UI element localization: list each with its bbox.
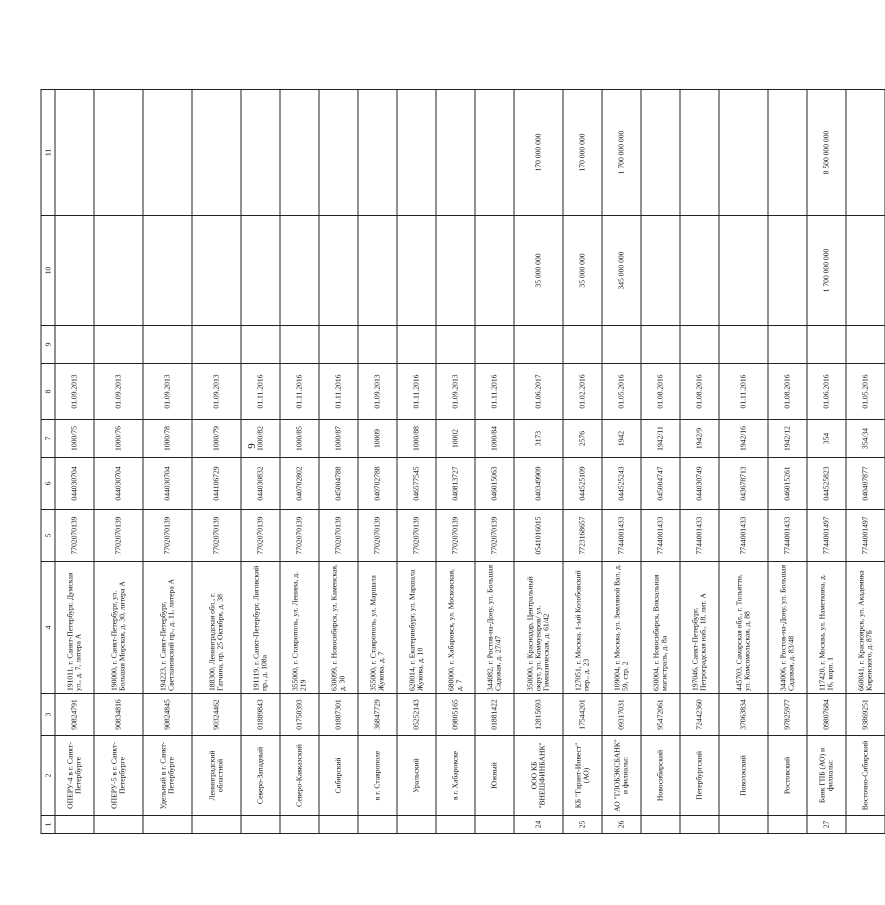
registration-number: 354 xyxy=(807,420,846,458)
row-number xyxy=(241,816,280,834)
okpo-code: 01881422 xyxy=(475,694,514,736)
col-9 xyxy=(397,326,436,364)
okpo-code: 12815693 xyxy=(514,694,563,736)
col-9 xyxy=(846,326,885,364)
bik-code: 044030704 xyxy=(94,458,143,510)
amount-11 xyxy=(319,90,358,216)
amount-11 xyxy=(397,90,436,216)
address: 344082, г. Ростов-на-Дону, ул. Большая Садовая, д. 27/47 xyxy=(475,562,514,694)
address: 117420, г. Москва, ул. Наметкина, д. 16, корп. 1 xyxy=(807,562,846,694)
bank-name: АО "ГЛОБЭКСБАНК" и филиалы: xyxy=(602,736,641,816)
date: 01.11.2016 xyxy=(719,364,768,420)
bank-name: Петербургский xyxy=(680,736,719,816)
table-row xyxy=(55,90,94,834)
col-9 xyxy=(358,326,397,364)
amount-11 xyxy=(436,90,475,216)
address: 191011, г. Санкт-Петербург, Думская ул., д. 7, литера А xyxy=(55,562,94,694)
date: 01.09.2013 xyxy=(94,364,143,420)
inn-code: 7702070139 xyxy=(241,510,280,562)
row-number xyxy=(397,816,436,834)
column-header: 7 xyxy=(41,420,55,458)
okpo-code: 90324462 xyxy=(192,694,241,736)
date: 01.11.2016 xyxy=(475,364,514,420)
page-number: 9 xyxy=(246,443,258,449)
bank-name: Южный xyxy=(475,736,514,816)
registration-number: 1942/16 xyxy=(719,420,768,458)
table-row xyxy=(94,90,143,834)
date: 01.05.2016 xyxy=(602,364,641,420)
column-header: 10 xyxy=(41,216,55,326)
bank-name: в г. Ставрополе xyxy=(358,736,397,816)
bik-code: 044525109 xyxy=(563,458,602,510)
col-9 xyxy=(807,326,846,364)
amount-10 xyxy=(319,216,358,326)
registration-number: 1000/88 xyxy=(397,420,436,458)
table-row xyxy=(514,90,563,834)
bik-code: 044525243 xyxy=(602,458,641,510)
bank-name: Поволжский xyxy=(719,736,768,816)
okpo-code: 01750393 xyxy=(280,694,319,736)
registration-number: 10009 xyxy=(358,420,397,458)
bik-code: 044525823 xyxy=(807,458,846,510)
amount-10 xyxy=(94,216,143,326)
inn-code: 7702070139 xyxy=(143,510,192,562)
bik-code: 040702788 xyxy=(358,458,397,510)
inn-code: 7744001433 xyxy=(719,510,768,562)
inn-code: 7702070139 xyxy=(397,510,436,562)
address: 194223, г. Санкт-Петербург, Светлановский пр., д. 11, литера А xyxy=(143,562,192,694)
row-number: 26 xyxy=(602,816,641,834)
date: 01.08.2016 xyxy=(768,364,807,420)
inn-code: 7702070139 xyxy=(55,510,94,562)
address: 660041, г. Красноярск, ул. Академика Киренского, д. 87Б xyxy=(846,562,885,694)
bik-code: 040349909 xyxy=(514,458,563,510)
amount-11 xyxy=(280,90,319,216)
bank-name: ООО КБ "ВНЕШФИНБАНК" xyxy=(514,736,563,816)
bank-name: Северо-Западный xyxy=(241,736,280,816)
date: 01.05.2016 xyxy=(846,364,885,420)
row-number xyxy=(55,816,94,834)
address: 445703, Самарская обл., г. Тольятти, ул. Комсомольская, д. 88 xyxy=(719,562,768,694)
inn-code: 7702070139 xyxy=(319,510,358,562)
okpo-code: 95472061 xyxy=(641,694,680,736)
inn-code: 7744001433 xyxy=(602,510,641,562)
registration-number: 1000/82 xyxy=(241,420,280,458)
registration-number: 1000/76 xyxy=(94,420,143,458)
amount-11 xyxy=(192,90,241,216)
okpo-code: 05252143 xyxy=(397,694,436,736)
amount-10 xyxy=(719,216,768,326)
registration-number: 1942/9 xyxy=(680,420,719,458)
registration-number: 1942 xyxy=(602,420,641,458)
address: 191119, г. Санкт-Петербург, Лиговский пр., д. 108а xyxy=(241,562,280,694)
inn-code: 7744001433 xyxy=(641,510,680,562)
okpo-code: 90824845 xyxy=(143,694,192,736)
inn-code: 0541016015 xyxy=(514,510,563,562)
amount-10 xyxy=(397,216,436,326)
inn-code: 7702070139 xyxy=(280,510,319,562)
amount-10 xyxy=(641,216,680,326)
bank-name: Удельный в г. Санкт-Петербурге xyxy=(143,736,192,816)
row-number xyxy=(192,816,241,834)
amount-10 xyxy=(143,216,192,326)
row-number xyxy=(680,816,719,834)
bik-code: 043678713 xyxy=(719,458,768,510)
okpo-code: 09317031 xyxy=(602,694,641,736)
bik-code: 044030832 xyxy=(241,458,280,510)
registration-number: 1000/78 xyxy=(143,420,192,458)
date: 01.09.2013 xyxy=(55,364,94,420)
column-header: 5 xyxy=(41,510,55,562)
bik-code: 045004788 xyxy=(319,458,358,510)
address: 680000, г. Хабаровск, ул. Московская, д. 7 xyxy=(436,562,475,694)
bik-code: 040813727 xyxy=(436,458,475,510)
registration-number: 1942/12 xyxy=(768,420,807,458)
column-header: 11 xyxy=(41,90,55,216)
amount-10: 35 000 000 xyxy=(514,216,563,326)
column-header: 1 xyxy=(41,816,55,834)
registration-number: 10002 xyxy=(436,420,475,458)
address: 350000, г. Краснодар, Центральный округ, ул. Коммунаров/ ул. Гимназическая, д. 61/42 xyxy=(514,562,563,694)
col-9 xyxy=(514,326,563,364)
amount-10 xyxy=(280,216,319,326)
amount-10 xyxy=(55,216,94,326)
bank-name: ОПЕРУ-4 в г. Санкт-Петербурге xyxy=(55,736,94,816)
bik-code: 045004747 xyxy=(641,458,680,510)
header-row xyxy=(41,90,55,834)
col-9 xyxy=(280,326,319,364)
amount-10 xyxy=(358,216,397,326)
registration-number: 2576 xyxy=(563,420,602,458)
registration-number: 354/34 xyxy=(846,420,885,458)
okpo-code: 01887301 xyxy=(319,694,358,736)
table-row xyxy=(358,90,397,834)
row-number xyxy=(475,816,514,834)
okpo-code: 93869251 xyxy=(846,694,885,736)
amount-11 xyxy=(94,90,143,216)
col-9 xyxy=(641,326,680,364)
okpo-code: 97825977 xyxy=(768,694,807,736)
amount-11 xyxy=(358,90,397,216)
table-row xyxy=(563,90,602,834)
amount-11 xyxy=(241,90,280,216)
date: 01.11.2016 xyxy=(319,364,358,420)
registration-number: 1000/79 xyxy=(192,420,241,458)
table-row xyxy=(680,90,719,834)
row-number xyxy=(641,816,680,834)
row-number xyxy=(846,816,885,834)
amount-10 xyxy=(241,216,280,326)
bank-name: Ленинградский областной xyxy=(192,736,241,816)
col-9 xyxy=(55,326,94,364)
col-9 xyxy=(436,326,475,364)
bik-code: 044106729 xyxy=(192,458,241,510)
col-9 xyxy=(680,326,719,364)
date: 01.09.2013 xyxy=(436,364,475,420)
row-number xyxy=(143,816,192,834)
inn-code: 7702070139 xyxy=(475,510,514,562)
col-9 xyxy=(94,326,143,364)
inn-code: 7702070139 xyxy=(94,510,143,562)
inn-code: 7702070139 xyxy=(192,510,241,562)
table-row xyxy=(846,90,885,834)
bank-name: ОПЕРУ-5 в г. Санкт-Петербурге xyxy=(94,736,143,816)
okpo-code: 17544201 xyxy=(563,694,602,736)
table-row xyxy=(436,90,475,834)
table-row xyxy=(397,90,436,834)
table-row xyxy=(319,90,358,834)
okpo-code: 09807684 xyxy=(807,694,846,736)
bik-code: 044030704 xyxy=(55,458,94,510)
amount-10 xyxy=(846,216,885,326)
address: 630004, г. Новосибирск, Вокзальная магистраль, д. 8а xyxy=(641,562,680,694)
okpo-code: 01889843 xyxy=(241,694,280,736)
inn-code: 7702070139 xyxy=(358,510,397,562)
row-number: 25 xyxy=(563,816,602,834)
address: 190000, г. Санкт-Петербург, ул. Большая Морская, д. 30, литера А xyxy=(94,562,143,694)
amount-11 xyxy=(641,90,680,216)
amount-10 xyxy=(436,216,475,326)
bank-table xyxy=(40,89,885,834)
date: 01.11.2016 xyxy=(241,364,280,420)
document-table-container xyxy=(40,90,873,834)
col-9 xyxy=(143,326,192,364)
address: 109004, г. Москва, ул. Земляной Вал, д. 59, стр. 2 xyxy=(602,562,641,694)
row-number xyxy=(436,816,475,834)
col-9 xyxy=(602,326,641,364)
bank-name: Ростовский xyxy=(768,736,807,816)
row-number xyxy=(768,816,807,834)
amount-11 xyxy=(55,90,94,216)
address: 188300, Ленинградская обл., г. Гатчина, пр. 25 Октября, д. 38 xyxy=(192,562,241,694)
okpo-code: 09805165 xyxy=(436,694,475,736)
amount-11 xyxy=(768,90,807,216)
amount-10: 35 000 000 xyxy=(563,216,602,326)
table-row xyxy=(641,90,680,834)
inn-code: 7744001497 xyxy=(846,510,885,562)
date: 01.11.2016 xyxy=(280,364,319,420)
registration-number: 1000/84 xyxy=(475,420,514,458)
registration-number: 3173 xyxy=(514,420,563,458)
table-row xyxy=(280,90,319,834)
okpo-code: 90834816 xyxy=(94,694,143,736)
table-body xyxy=(55,90,885,834)
bik-code: 046577545 xyxy=(397,458,436,510)
row-number: 27 xyxy=(807,816,846,834)
registration-number: 1000/87 xyxy=(319,420,358,458)
registration-number: 1000/85 xyxy=(280,420,319,458)
table-row xyxy=(241,90,280,834)
rotated-sheet xyxy=(40,90,873,834)
row-number xyxy=(94,816,143,834)
registration-number: 1942/11 xyxy=(641,420,680,458)
col-9 xyxy=(768,326,807,364)
amount-11 xyxy=(680,90,719,216)
column-header: 6 xyxy=(41,458,55,510)
registration-number: 1000/75 xyxy=(55,420,94,458)
amount-11 xyxy=(475,90,514,216)
date: 01.06.2017 xyxy=(514,364,563,420)
column-header: 4 xyxy=(41,562,55,694)
address: 355000, г. Ставрополь, ул. Маршала Жукова, д. 7 xyxy=(358,562,397,694)
address: 355000, г. Ставрополь, ул. Ленина, д. 219 xyxy=(280,562,319,694)
bank-name: Новосибирский xyxy=(641,736,680,816)
date: 01.09.2013 xyxy=(143,364,192,420)
address: 620014, г. Екатеринбург, ул. Маршала Жукова, д. 10 xyxy=(397,562,436,694)
amount-11 xyxy=(143,90,192,216)
row-number xyxy=(280,816,319,834)
col-9 xyxy=(192,326,241,364)
bank-name: Сибирский xyxy=(319,736,358,816)
okpo-code: 90824791 xyxy=(55,694,94,736)
inn-code: 7702070139 xyxy=(436,510,475,562)
row-number xyxy=(358,816,397,834)
date: 01.06.2016 xyxy=(807,364,846,420)
col-9 xyxy=(319,326,358,364)
inn-code: 7744001433 xyxy=(768,510,807,562)
address: 127051, г. Москва, 1-ый Колобовский пер., д. 23 xyxy=(563,562,602,694)
bank-name: Банк ГПБ (АО) и филиалы: xyxy=(807,736,846,816)
table-row xyxy=(602,90,641,834)
address: 197046, Санкт-Петербург, Петроградская наб., 18, лит. А xyxy=(680,562,719,694)
amount-10 xyxy=(768,216,807,326)
row-number xyxy=(319,816,358,834)
amount-10 xyxy=(680,216,719,326)
row-number xyxy=(719,816,768,834)
date: 01.09.2013 xyxy=(358,364,397,420)
bank-name: Уральский xyxy=(397,736,436,816)
amount-11: 170 000 000 xyxy=(514,90,563,216)
table-row xyxy=(143,90,192,834)
table-row xyxy=(719,90,768,834)
address: 630099, г. Новосибирск, ул. Каменская, д. 30 xyxy=(319,562,358,694)
bik-code: 040702802 xyxy=(280,458,319,510)
date: 01.09.2013 xyxy=(192,364,241,420)
amount-11: 1 700 000 000 xyxy=(602,90,641,216)
bik-code: 046015261 xyxy=(768,458,807,510)
inn-code: 7744001433 xyxy=(680,510,719,562)
table-row xyxy=(192,90,241,834)
amount-10 xyxy=(192,216,241,326)
bik-code: 040407877 xyxy=(846,458,885,510)
bank-name: Восточно-Сибирский xyxy=(846,736,885,816)
column-header: 8 xyxy=(41,364,55,420)
amount-10: 1 700 000 000 xyxy=(807,216,846,326)
inn-code: 7744001497 xyxy=(807,510,846,562)
okpo-code: 36847729 xyxy=(358,694,397,736)
address: 344006, г. Ростов-на-Дону, ул. Большая Садовая, д. 83/48 xyxy=(768,562,807,694)
column-header: 3 xyxy=(41,694,55,736)
okpo-code: 37063834 xyxy=(719,694,768,736)
table-row xyxy=(768,90,807,834)
column-header: 9 xyxy=(41,326,55,364)
bik-code: 046015063 xyxy=(475,458,514,510)
amount-11: 8 500 000 000 xyxy=(807,90,846,216)
amount-10: 345 000 000 xyxy=(602,216,641,326)
row-number: 24 xyxy=(514,816,563,834)
table-row xyxy=(807,90,846,834)
amount-11 xyxy=(719,90,768,216)
bank-name: Северо-Кавказский xyxy=(280,736,319,816)
col-9 xyxy=(475,326,514,364)
col-9 xyxy=(719,326,768,364)
amount-11: 170 000 000 xyxy=(563,90,602,216)
amount-10 xyxy=(475,216,514,326)
column-header: 2 xyxy=(41,736,55,816)
okpo-code: 72442360 xyxy=(680,694,719,736)
bank-name: КБ "Гарант-Инвест" (АО) xyxy=(563,736,602,816)
col-9 xyxy=(241,326,280,364)
date: 01.08.2016 xyxy=(641,364,680,420)
bik-code: 044030704 xyxy=(143,458,192,510)
amount-11 xyxy=(846,90,885,216)
col-9 xyxy=(563,326,602,364)
bik-code: 044030749 xyxy=(680,458,719,510)
bank-name: в г. Хабаровске xyxy=(436,736,475,816)
table-row xyxy=(475,90,514,834)
date: 01.11.2016 xyxy=(397,364,436,420)
date: 01.02.2016 xyxy=(563,364,602,420)
date: 01.08.2016 xyxy=(680,364,719,420)
inn-code: 7723168657 xyxy=(563,510,602,562)
